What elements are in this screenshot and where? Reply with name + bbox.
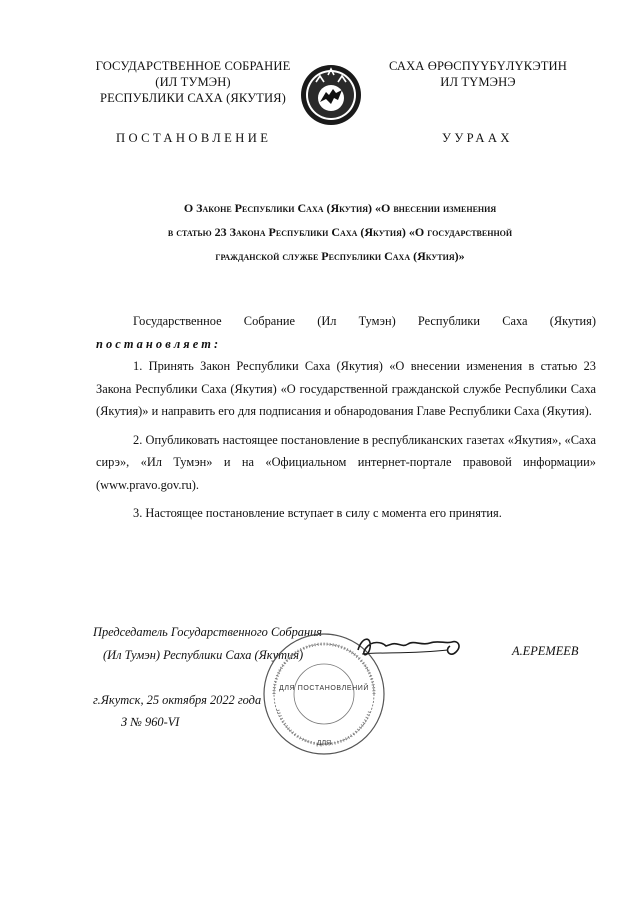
- body-intro: Государственное Собрание (Ил Тумэн) Республики Саха (Якутия): [133, 314, 596, 328]
- signatory-position-line: (Ил Тумэн) Республики Саха (Якутия): [103, 648, 304, 662]
- decree-word: постановляет:: [96, 336, 222, 351]
- header-left-line: (ИЛ ТУМЭН): [155, 75, 231, 89]
- header-right-block: [368, 58, 588, 90]
- stamp-center-text: ДЛЯ ПОСТАНОВЛЕНИЙ: [278, 685, 370, 692]
- body-item-2: 2. Опубликовать настоящее постановление в республиканских газетах «Якутия», «Саха сирэ», «Ил Тумэн» и на «Официальном интернет-портале правовой информации» (www.pravo.gov.ru).: [96, 432, 596, 492]
- signatory-position-line: Председатель Государственного Собрания: [93, 625, 323, 639]
- doc-type-russian: ПОСТАНОВЛЕНИЕ: [116, 131, 272, 145]
- doc-type-yakut: УУРААХ: [442, 131, 513, 145]
- handwritten-signature: [352, 628, 464, 668]
- header-left-line: ГОСУДАРСТВЕННОЕ СОБРАНИЕ: [95, 59, 291, 73]
- republic-emblem-icon: [298, 62, 364, 128]
- header-left-line: РЕСПУБЛИКИ САХА (ЯКУТИЯ): [100, 91, 286, 105]
- document-title: [100, 196, 580, 268]
- header-left-block: [88, 58, 298, 106]
- header-right-line: ИЛ ТҮМЭНЭ: [440, 75, 516, 89]
- body-item-3: 3. Настоящее постановление вступает в силу с момента его принятия.: [133, 506, 502, 520]
- header-right-line: САХА ӨРӨСПҮҮБҮЛҮКЭТИН: [389, 59, 567, 73]
- stamp-bottom-text: ДЛЯ: [316, 740, 332, 747]
- title-line: О Законе Республики Саха (Якутия) «О внесении изменения: [183, 201, 497, 215]
- document-number: З № 960-VI: [121, 715, 180, 729]
- title-line: в статью 23 Закона Республики Саха (Якутия) «О государственной: [167, 225, 513, 239]
- body-item-1: 1. Принять Закон Республики Саха (Якутия) «О внесении изменения в статью 23 Закона Республики Саха (Якутия) «О государственной гражданской службе Республики Саха (Якутия)» и направить его для подписания и обнародования Главе Республики Саха (Якутия).: [96, 359, 596, 418]
- signatory-name: А.ЕРЕМЕЕВ: [512, 644, 579, 658]
- place-date: г.Якутск, 25 октября 2022 года: [93, 693, 262, 707]
- place-and-number: [93, 689, 261, 733]
- title-line: гражданской службе Республики Саха (Якутия)»: [215, 249, 465, 263]
- document-body: [96, 310, 596, 525]
